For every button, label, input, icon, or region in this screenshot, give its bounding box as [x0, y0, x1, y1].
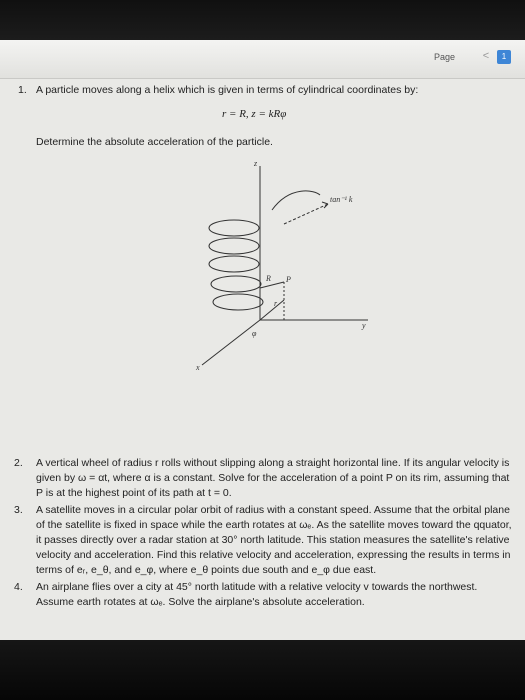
helix-loop — [209, 220, 259, 236]
angle-label: tan⁻¹ k — [330, 195, 353, 204]
problem-1-statement: A particle moves along a helix which is given in terms of cylindrical coordinates by: — [36, 84, 419, 96]
page-label: Page — [434, 52, 456, 62]
problem-4-text: An airplane flies over a city at 45° north latitude with a relative velocity v towards the northwest. Assume earth rotates at ωₑ. Solve the airplane's absolute acceleration. — [36, 581, 478, 608]
helix-loop — [213, 294, 263, 310]
problem-4-number: 4. — [14, 581, 23, 593]
page-number-indicator[interactable]: 1 — [497, 50, 511, 64]
problem-list — [14, 456, 514, 612]
r-line — [260, 300, 284, 320]
problem-2-text: A vertical wheel of radius r rolls without slipping along a straight horizontal line. If its angular velocity is given by ω = αt, where α is a constant. Solve for the acceleration of a point P on its rim, assuming that P is at the highest point of its path at t = 0. — [36, 457, 510, 499]
point-label: P — [286, 275, 291, 284]
problem-1-determine: Determine the absolute acceleration of the particle. — [36, 136, 273, 148]
problem-3 — [14, 503, 514, 578]
z-axis-label: z — [254, 160, 258, 168]
problem-2-number: 2. — [14, 457, 23, 469]
y-axis-label: y — [362, 321, 366, 330]
top-dark-region — [0, 0, 525, 40]
tangent-line — [284, 204, 328, 224]
helix-upper-curve — [272, 191, 320, 210]
phi-label: φ — [252, 329, 257, 338]
helix-loop — [209, 238, 259, 254]
bottom-dark-region — [0, 640, 525, 700]
document-viewer — [0, 40, 525, 640]
problem-1-formula: r = R, z = kRφ — [222, 108, 287, 120]
problem-2 — [14, 456, 514, 501]
radius-label: R — [266, 274, 271, 283]
page-toolbar — [0, 40, 525, 79]
x-axis — [202, 320, 260, 365]
problem-3-number: 3. — [14, 504, 23, 516]
helix-loop — [209, 256, 259, 272]
helix-figure — [190, 160, 390, 390]
problem-3-text: A satellite moves in a circular polar orbit of radius with a constant speed. Assume that the orbital plane of the satellite is fixed in space while the earth rotates at ωₑ. As the satellite moves toward the qquator, it passes directly over a radar station at 30° north latitude. This station measures the satellite's relative velocity and acceleration. Find this relative velocity and acceleration, expressing the results in terms in terms of eᵣ, e_θ, and e_φ, where e_θ points due south and e_φ due east. — [36, 504, 512, 576]
problem-1-number: 1. — [18, 84, 27, 96]
x-axis-label: x — [196, 363, 200, 372]
problem-4 — [14, 580, 514, 610]
radius-line — [260, 282, 284, 288]
document-page — [0, 78, 525, 640]
previous-page-button[interactable]: < — [482, 50, 490, 62]
helix-loop — [211, 276, 261, 292]
r-label: r — [274, 299, 278, 308]
